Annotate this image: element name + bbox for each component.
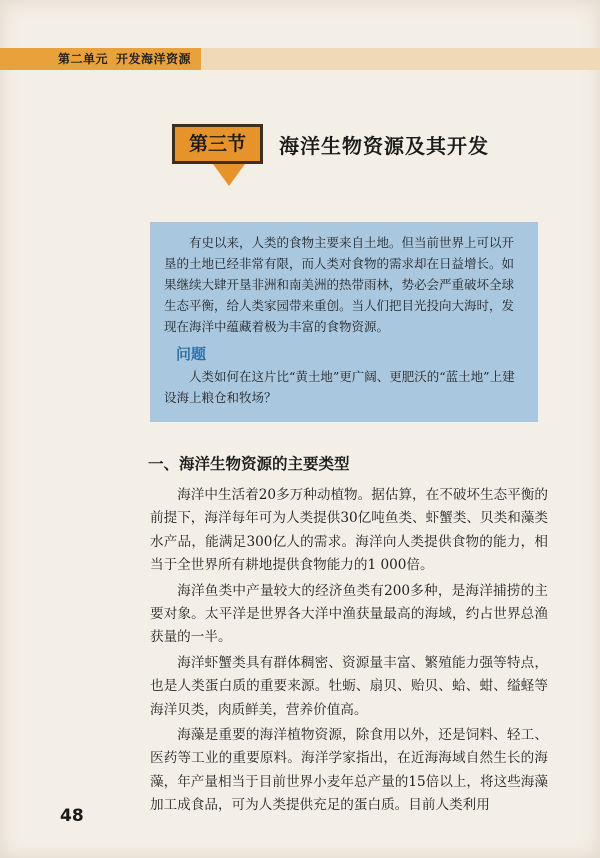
section-pointer-arrow — [213, 164, 245, 186]
unit-tag — [0, 48, 201, 70]
unit-title: 开发海洋资源 — [116, 52, 192, 66]
paragraph: 海洋虾蟹类具有群体稠密、资源量丰富、繁殖能力强等特点，也是人类蛋白质的重要来源。牡蛎、扇贝、贻贝、蛤、蚶、缢蛏等海洋贝类，肉质鲜美，营养价值高。 — [150, 654, 548, 718]
unit-label: 第二单元 — [58, 52, 109, 66]
header-rule — [201, 48, 600, 70]
section-heading — [172, 122, 489, 166]
page-number: 48 — [60, 806, 84, 826]
paragraph: 海藻是重要的海洋植物资源，除食用以外，还是饲料、轻工、医药等工业的重要原料。海洋学家指出，在近海海域自然生长的海藻，年产量相当于目前世界小麦年总产量的15倍以上，将这些海藻加工成食品，可为人类提供充足的蛋白质。目前人类利用 — [150, 727, 548, 814]
section-title: 海洋生物资源及其开发 — [279, 133, 490, 158]
paragraph: 海洋中生活着20多万种动植物。据估算，在不破坏生态平衡的前提下，海洋每年可为人类提供30亿吨鱼类、虾蟹类、贝类和藻类水产品，能满足300亿人的需求。海洋向人类提供食物的能力，相当于全世界所有耕地提供食物能力的1 000倍。 — [150, 487, 548, 574]
unit-header — [0, 48, 600, 70]
paragraph: 海洋鱼类中产量较大的经济鱼类有200多种，是海洋捕捞的主要对象。太平洋是世界各大洋中渔获量最高的海域，约占世界总渔获量的一半。 — [150, 582, 548, 646]
subheading: 一、海洋生物资源的主要类型 — [148, 455, 350, 473]
body-text — [150, 484, 548, 820]
section-label: 第三节 — [189, 133, 247, 155]
intro-text: 有史以来，人类的食物主要来自土地。但当前世界上可以开垦的土地已经非常有限，而人类对食物的需求却在日益增长。如果继续大肆开垦非洲和南美洲的热带雨林，势必会严重破坏全球生态平衡，给人类家园带来重创。当人们把目光投向大海时，发现在海洋中蕴藏着极为丰富的食物资源。 — [164, 235, 515, 334]
intro-box — [150, 222, 538, 422]
section-label-box — [172, 124, 263, 164]
question-text: 人类如何在这片比“黄土地”更广阔、更肥沃的“蓝土地”上建设海上粮仓和牧场？ — [164, 369, 515, 405]
question-title: 问题 — [176, 345, 207, 363]
